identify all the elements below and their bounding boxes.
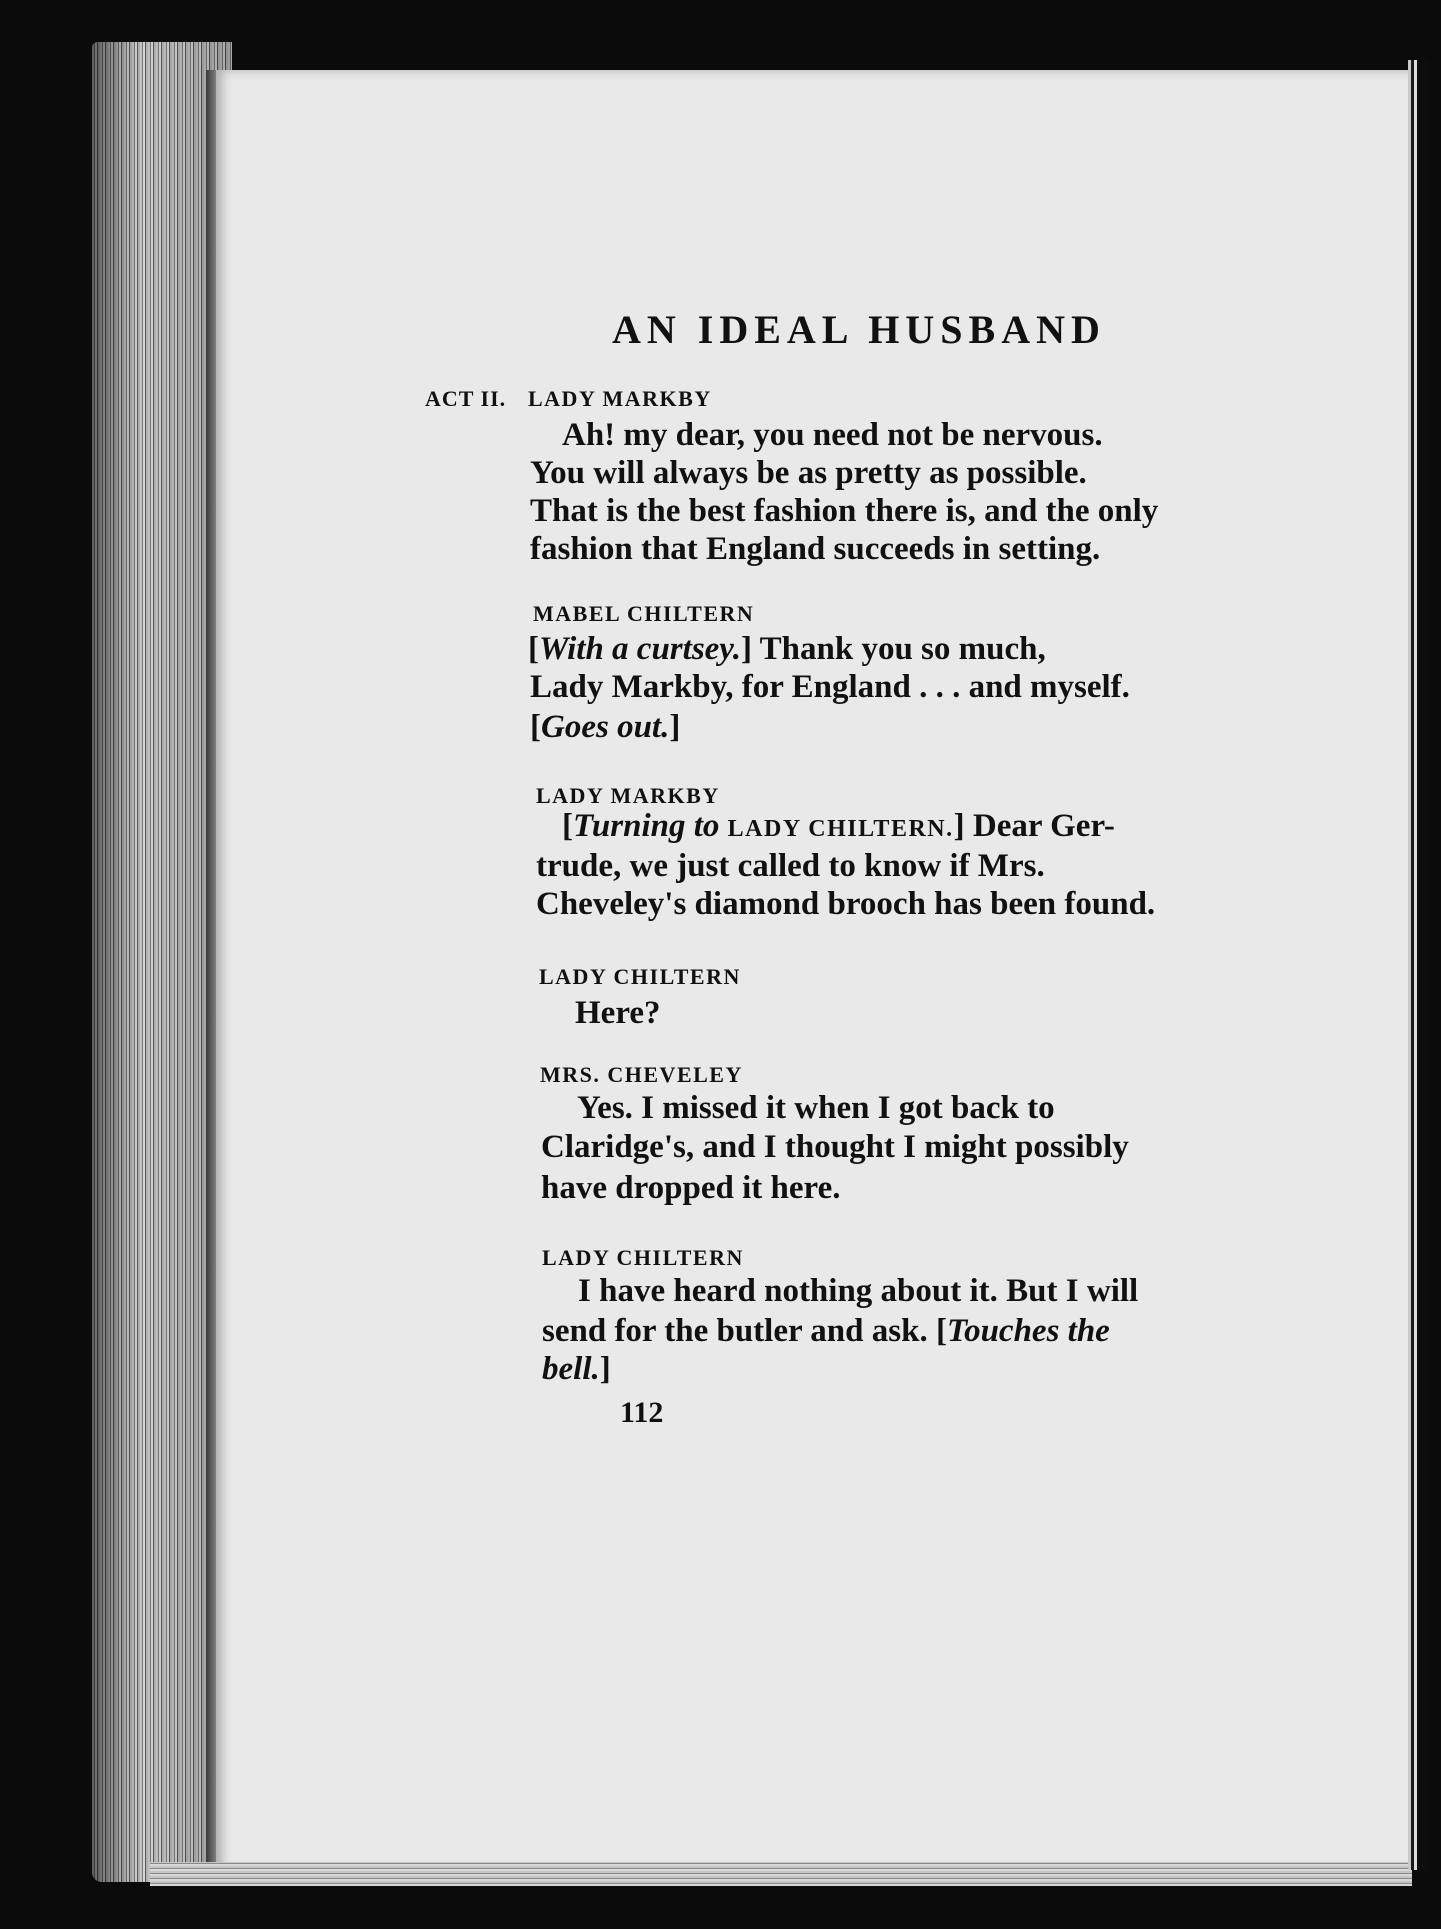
bracket: [: [562, 808, 573, 844]
speaker-name: MRS. CHEVELEY: [540, 1062, 743, 1087]
dialogue-line: That is the best fashion there is, and the only: [530, 493, 1159, 529]
dialogue-line: You will always be as pretty as possible.: [530, 455, 1087, 491]
dialogue-line: Ah! my dear, you need not be nervous.: [562, 417, 1103, 453]
running-head: AN IDEAL HUSBAND: [612, 307, 1106, 352]
speaker-name: LADY MARKBY: [536, 783, 720, 808]
dialogue-line: [542, 1312, 1110, 1350]
dialogue-line: Here?: [575, 995, 661, 1031]
page-number: 112: [620, 1396, 664, 1429]
dialogue-line: Lady Markby, for England . . . and myself.: [530, 669, 1130, 705]
speaker-name: MABEL CHILTERN: [533, 601, 755, 626]
speaker-name: LADY CHILTERN: [539, 964, 741, 989]
dialogue-line: Cheveley's diamond brooch has been found.: [536, 886, 1156, 922]
bracket: ]: [669, 709, 681, 745]
dialogue-line: trude, we just called to know if Mrs.: [536, 848, 1045, 884]
dialogue-text: Dear Ger-: [964, 808, 1115, 844]
character-reference: LADY CHILTERN.: [727, 816, 954, 842]
dialogue-line: fashion that England succeeds in setting.: [530, 531, 1101, 567]
stage-direction: bell.: [542, 1351, 600, 1387]
bracket: [: [935, 1313, 947, 1349]
dialogue-text: send for the butler and ask.: [542, 1313, 936, 1349]
dialogue-line: [528, 630, 1046, 668]
bracket: ]: [740, 631, 752, 667]
stage-direction: Goes out.: [541, 709, 670, 745]
dialogue-text: Thank you so much,: [751, 631, 1046, 667]
stage-direction: Turning to: [573, 808, 720, 844]
bracket: ]: [953, 808, 965, 844]
stage-direction: Touches the: [946, 1313, 1110, 1349]
dialogue-line: Claridge's, and I thought I might possibly: [541, 1129, 1129, 1165]
bracket: [: [530, 709, 541, 745]
dialogue-line: I have heard nothing about it. But I will: [578, 1273, 1139, 1309]
facing-page-edge: [1408, 60, 1428, 1870]
page-bottom-edge: [150, 1862, 1412, 1886]
act-label: ACT II.: [425, 386, 507, 411]
dialogue-line: [562, 807, 1115, 848]
speaker-name: LADY CHILTERN: [542, 1245, 744, 1270]
stage-direction: With a curtsey.: [539, 631, 741, 667]
bracket: ]: [599, 1351, 611, 1387]
bracket: [: [528, 631, 539, 667]
dialogue-line: [542, 1350, 611, 1388]
dialogue-line: have dropped it here.: [541, 1170, 841, 1206]
dialogue-line: Yes. I missed it when I got back to: [577, 1090, 1055, 1126]
dialogue-line: [530, 708, 680, 746]
speaker-name: LADY MARKBY: [528, 386, 712, 411]
